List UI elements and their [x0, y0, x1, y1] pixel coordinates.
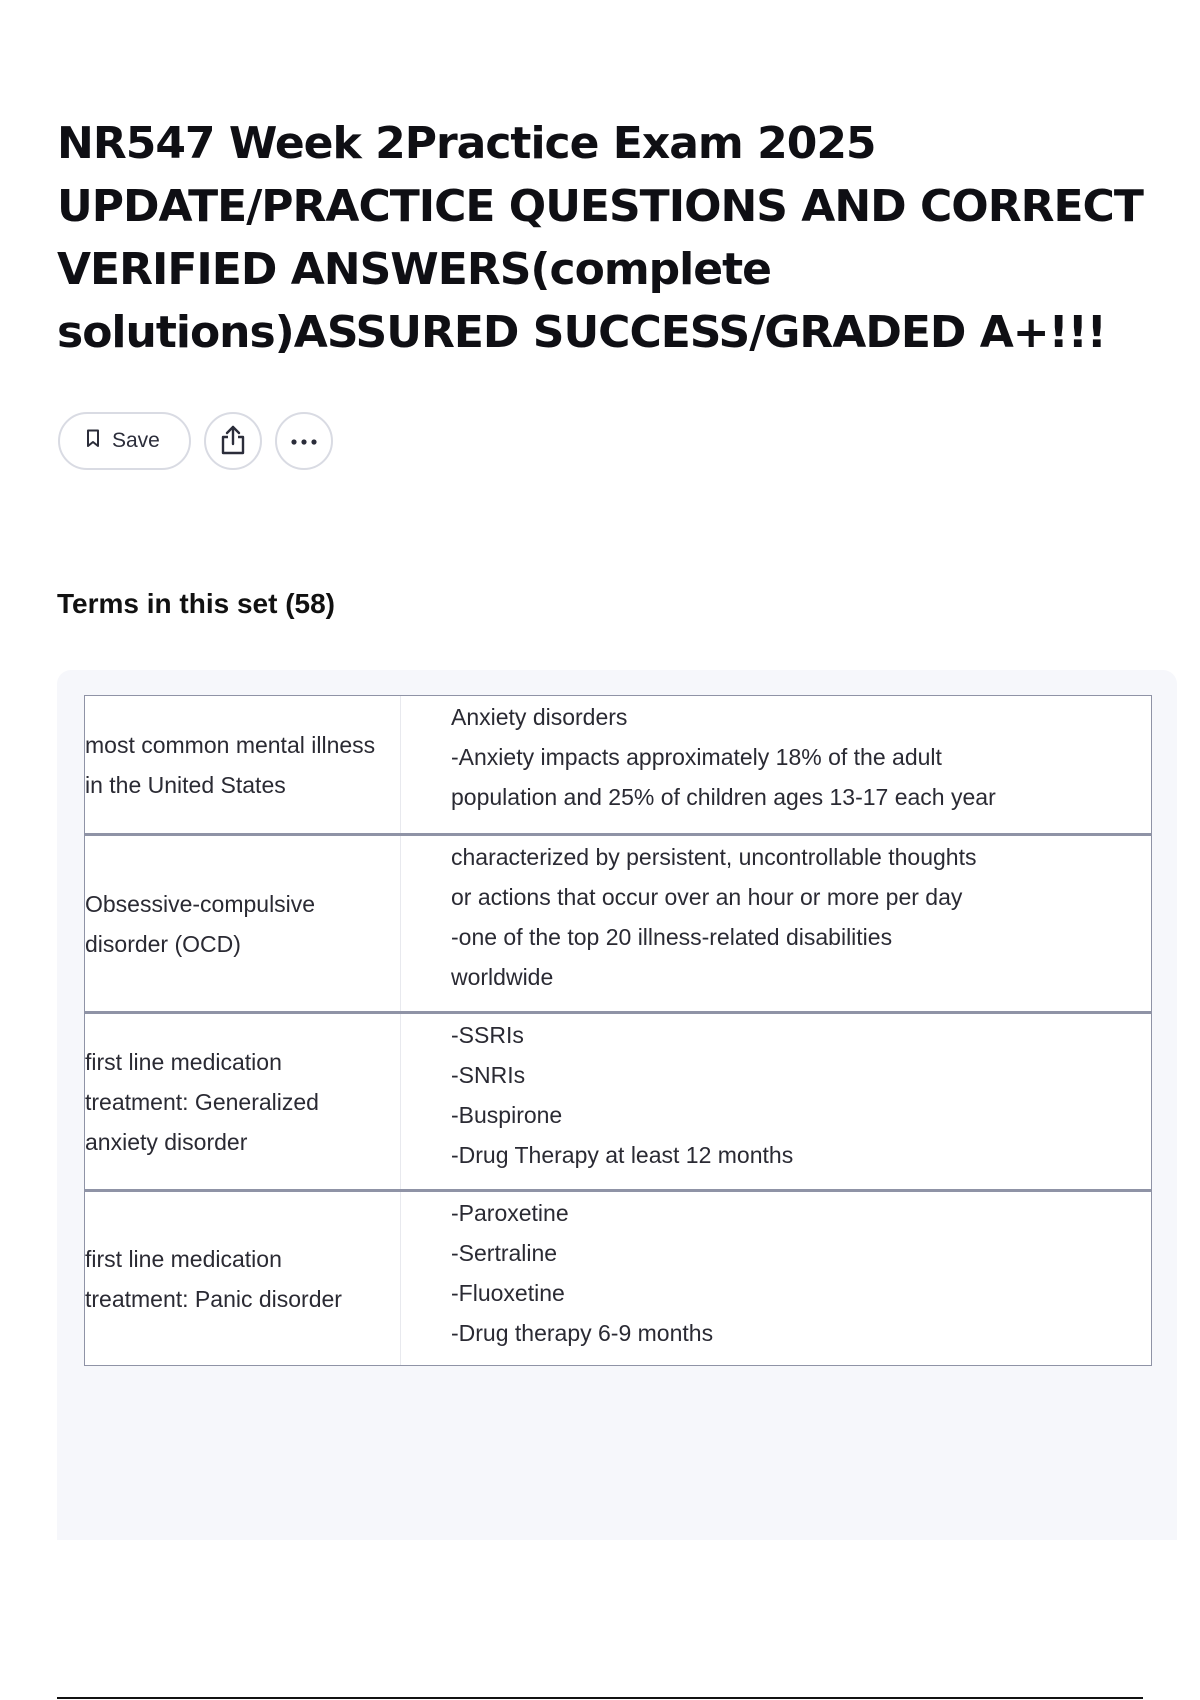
definition-cell — [401, 696, 1151, 833]
term-cell — [85, 696, 401, 833]
definition-line: -Anxiety impacts approximately 18% of the adult — [451, 744, 942, 770]
share-icon — [220, 425, 246, 458]
definition-line: -Drug therapy 6-9 months — [451, 1320, 714, 1346]
bookmark-icon — [86, 429, 100, 454]
definition-line: -one of the top 20 illness-related disabilities — [451, 924, 893, 950]
definition-line: population and 25% of children ages 13-17 each year — [451, 784, 996, 810]
page-title: NR547 Week 2Practice Exam 2025 UPDATE/PRACTICE QUESTIONS AND CORRECT VERIFIED ANSWERS(complete solutions)ASSURED SUCCESS/GRADED A+!!! — [57, 118, 1143, 358]
definition-cell — [401, 1192, 1151, 1365]
term-text: Obsessive-compulsive disorder (OCD) — [85, 890, 316, 957]
definition-line: -Drug Therapy at least 12 months — [451, 1142, 794, 1168]
definition-line: -Buspirone — [451, 1102, 563, 1128]
share-button[interactable] — [204, 412, 262, 470]
definition-line: -SSRIs — [451, 1022, 524, 1048]
definition-line: worldwide — [451, 964, 554, 990]
more-options-button[interactable] — [275, 412, 333, 470]
term-text: first line medication treatment: Generalized anxiety disorder — [85, 1048, 319, 1155]
term-row — [85, 833, 1151, 1011]
term-row — [85, 1011, 1151, 1189]
term-row — [85, 696, 1151, 833]
definition-cell — [401, 1014, 1151, 1189]
footer-divider — [57, 1697, 1143, 1699]
terms-table — [84, 695, 1152, 1366]
term-cell — [85, 836, 401, 1011]
save-button[interactable] — [58, 412, 191, 470]
save-button-label: Save — [112, 429, 160, 452]
definition-line: characterized by persistent, uncontrollable thoughts — [451, 844, 977, 870]
term-cell — [85, 1192, 401, 1365]
definition-line: -SNRIs — [451, 1062, 526, 1088]
term-text: most common mental illness in the United States — [85, 731, 376, 798]
term-cell — [85, 1014, 401, 1189]
definition-cell — [401, 836, 1151, 1011]
terms-heading: Terms in this set (58) — [57, 588, 336, 619]
term-row — [85, 1189, 1151, 1365]
action-bar — [58, 410, 333, 472]
definition-line: -Fluoxetine — [451, 1280, 565, 1306]
definition-line: -Sertraline — [451, 1240, 558, 1266]
definition-line: -Paroxetine — [451, 1200, 569, 1226]
definition-line: Anxiety disorders — [451, 704, 628, 730]
term-text: first line medication treatment: Panic disorder — [85, 1245, 342, 1312]
more-horizontal-icon — [290, 434, 318, 449]
definition-line: or actions that occur over an hour or more per day — [451, 884, 963, 910]
